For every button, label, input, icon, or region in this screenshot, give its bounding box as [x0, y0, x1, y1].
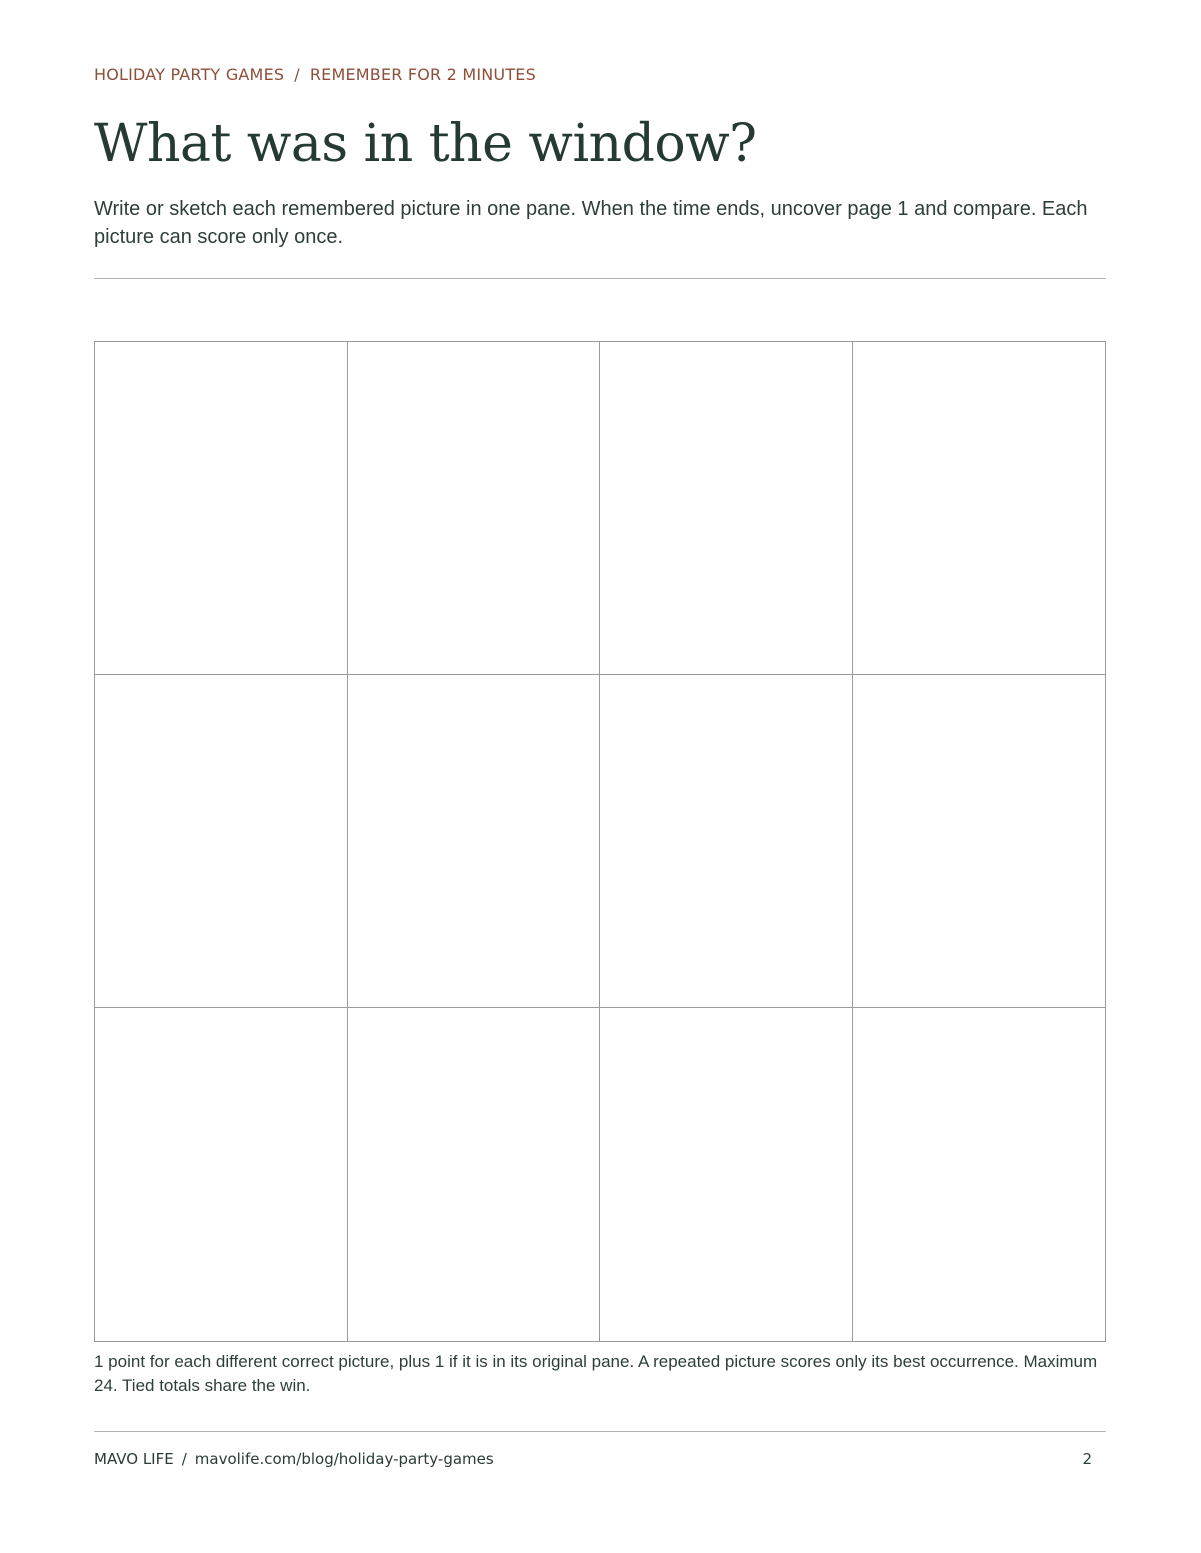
breadcrumb — [94, 65, 536, 84]
answer-pane-11[interactable] — [600, 1008, 853, 1341]
answer-pane-6[interactable] — [348, 675, 601, 1008]
answer-pane-9[interactable] — [95, 1008, 348, 1341]
answer-pane-8[interactable] — [853, 675, 1106, 1008]
instructions-text: Write or sketch each remembered picture in one pane. When the time ends, uncover page 1 and compare. Each picture can score only once. — [94, 198, 1088, 248]
answer-pane-7[interactable] — [600, 675, 853, 1008]
footer-brand: MAVO LIFE — [94, 1450, 174, 1468]
answer-pane-2[interactable] — [348, 342, 601, 675]
answer-pane-5[interactable] — [95, 675, 348, 1008]
header-divider — [94, 278, 1106, 279]
answer-grid — [94, 341, 1106, 1342]
page-number: 2 — [1082, 1450, 1092, 1468]
answer-pane-10[interactable] — [348, 1008, 601, 1341]
breadcrumb-subtitle: REMEMBER FOR 2 MINUTES — [309, 65, 536, 84]
footer-divider — [94, 1431, 1106, 1432]
page-footer — [94, 1450, 1106, 1468]
scoring-note: 1 point for each different correct picture, plus 1 if it is in its original pane. A repeated picture scores only its best occurrence. Maximum 24. Tied totals share the win. — [94, 1352, 1098, 1395]
answer-pane-1[interactable] — [95, 342, 348, 675]
breadcrumb-category: HOLIDAY PARTY GAMES — [94, 65, 285, 84]
page-title: What was in the window? — [94, 114, 757, 174]
footer-separator: / — [181, 1450, 187, 1468]
breadcrumb-separator: / — [294, 65, 300, 84]
answer-pane-4[interactable] — [853, 342, 1106, 675]
footer-url[interactable]: mavolife.com/blog/holiday-party-games — [194, 1450, 494, 1468]
answer-pane-12[interactable] — [853, 1008, 1106, 1341]
answer-pane-3[interactable] — [600, 342, 853, 675]
